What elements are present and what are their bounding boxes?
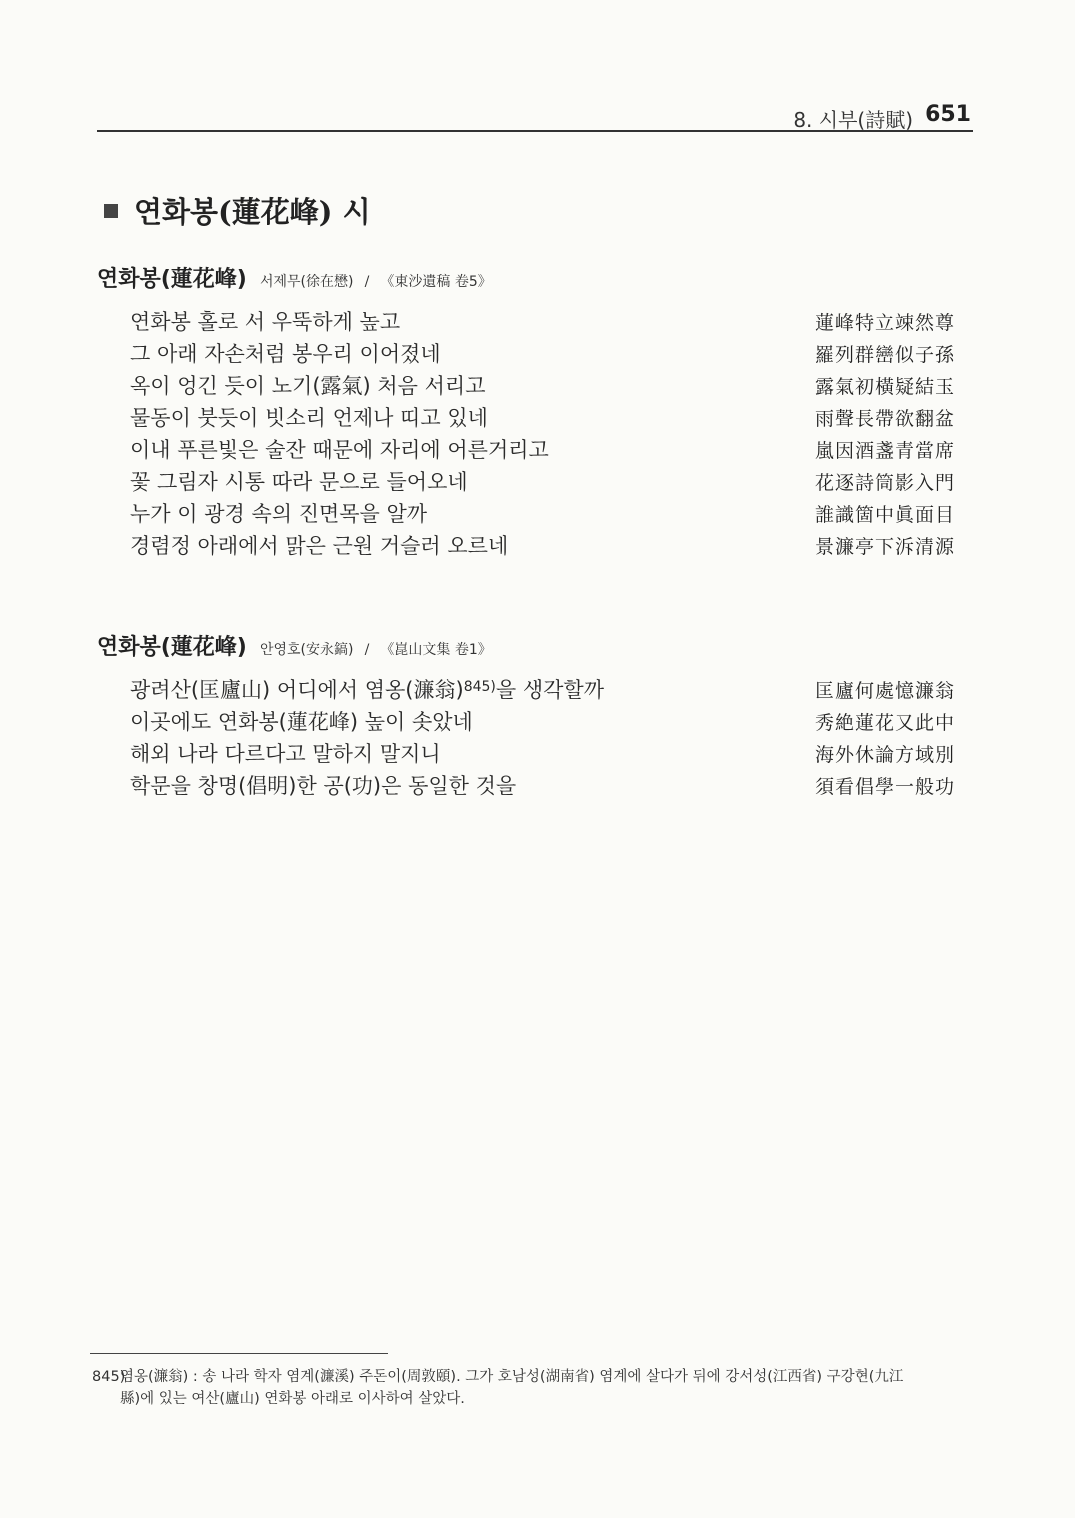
hanja-line: 景濂亭下泝清源 bbox=[814, 536, 955, 558]
korean-line: 옥이 엉긴 듯이 노기(露氣) 처음 서리고 bbox=[130, 374, 486, 398]
poem-heading bbox=[97, 262, 492, 293]
hanja-line: 羅列群巒似子孫 bbox=[814, 344, 955, 366]
hanja-line: 匡廬何處憶濂翁 bbox=[814, 680, 955, 702]
poem-heading bbox=[97, 630, 492, 661]
separator: / bbox=[364, 642, 370, 658]
poem-line bbox=[130, 770, 960, 802]
poem-title: 연화봉(蓮花峰) bbox=[97, 267, 247, 292]
footnote-text-line1: 염옹(濂翁) : 송 나라 학자 염계(濂溪) 주돈이(周敦頤). 그가 호남성(湖南省) 염계에 살다가 뒤에 강서성(江西省) 구강현(九江 bbox=[120, 1369, 904, 1385]
korean-line: 그 아래 자손처럼 봉우리 이어졌네 bbox=[130, 342, 441, 366]
korean-line: 물동이 붓듯이 빗소리 언제나 띠고 있네 bbox=[130, 406, 488, 430]
footnote-divider bbox=[90, 1353, 388, 1354]
poem-line bbox=[130, 402, 960, 434]
korean-line: 해외 나라 다르다고 말하지 말지니 bbox=[130, 742, 441, 766]
poem-line bbox=[130, 306, 960, 338]
poem-title: 연화봉(蓮花峰) bbox=[97, 635, 247, 660]
poem-source: 《崑山文集 卷1》 bbox=[380, 642, 492, 658]
poem-line bbox=[130, 434, 960, 466]
footnote-number: 845) bbox=[92, 1369, 126, 1385]
poem-author: 서제무(徐在懋) bbox=[259, 274, 354, 290]
poem-line bbox=[130, 706, 960, 738]
poem-body bbox=[130, 674, 960, 802]
hanja-line: 嵐因酒盞青當席 bbox=[814, 440, 955, 462]
poem-line bbox=[130, 530, 960, 562]
poem-line bbox=[130, 738, 960, 770]
korean-line-part: 을 생각할까 bbox=[495, 678, 604, 702]
korean-line: 이곳에도 연화봉(蓮花峰) 높이 솟았네 bbox=[130, 710, 473, 734]
hanja-line: 露氣初橫疑結玉 bbox=[814, 376, 955, 398]
korean-line: 연화봉 홀로 서 우뚝하게 높고 bbox=[130, 310, 401, 334]
hanja-line: 蓮峰特立竦然尊 bbox=[814, 312, 955, 334]
hanja-line: 須看倡學一般功 bbox=[814, 776, 955, 798]
korean-line-part: 광려산(匡廬山) 어디에서 염옹(濂翁) bbox=[130, 678, 464, 702]
hanja-line: 秀絶蓮花又此中 bbox=[814, 712, 955, 734]
korean-line: 누가 이 광경 속의 진면목을 알까 bbox=[130, 502, 428, 526]
hanja-line: 海外休論方域別 bbox=[814, 744, 955, 766]
korean-line: 경렴정 아래에서 맑은 근원 거슬러 오르네 bbox=[130, 534, 509, 558]
poem-line bbox=[130, 338, 960, 370]
footnote-text-line2: 縣)에 있는 여산(廬山) 연화봉 아래로 이사하여 살았다. bbox=[120, 1391, 465, 1407]
footnote-reference: 845) bbox=[463, 679, 496, 695]
korean-line: 꽃 그림자 시통 따라 문으로 들어오네 bbox=[130, 470, 468, 494]
korean-line: 이내 푸른빛은 술잔 때문에 자리에 어른거리고 bbox=[130, 438, 549, 462]
page-number: 651 bbox=[925, 102, 971, 127]
poem-line bbox=[130, 498, 960, 530]
poem-line bbox=[130, 370, 960, 402]
poem-line bbox=[130, 466, 960, 498]
hanja-line: 誰識箇中眞面目 bbox=[814, 504, 955, 526]
running-header-section: 8. 시부(詩賦) bbox=[793, 108, 913, 132]
hanja-line: 花逐詩筒影入門 bbox=[814, 472, 955, 494]
page-header bbox=[97, 98, 973, 132]
hanja-line: 雨聲長帶欲翻盆 bbox=[814, 408, 955, 430]
poem-body bbox=[130, 306, 960, 562]
korean-line: 학문을 창명(倡明)한 공(功)은 동일한 것을 bbox=[130, 774, 517, 798]
poem-line bbox=[130, 674, 960, 706]
poem-source: 《東沙遺稿 卷5》 bbox=[380, 274, 492, 290]
korean-line bbox=[130, 674, 604, 704]
footnote bbox=[92, 1366, 967, 1410]
separator: / bbox=[364, 274, 370, 290]
square-bullet-icon bbox=[104, 204, 118, 218]
section-title bbox=[104, 190, 371, 231]
poem-author: 안영호(安永鎬) bbox=[259, 642, 354, 658]
section-title-text: 연화봉(蓮花峰) 시 bbox=[134, 195, 371, 229]
